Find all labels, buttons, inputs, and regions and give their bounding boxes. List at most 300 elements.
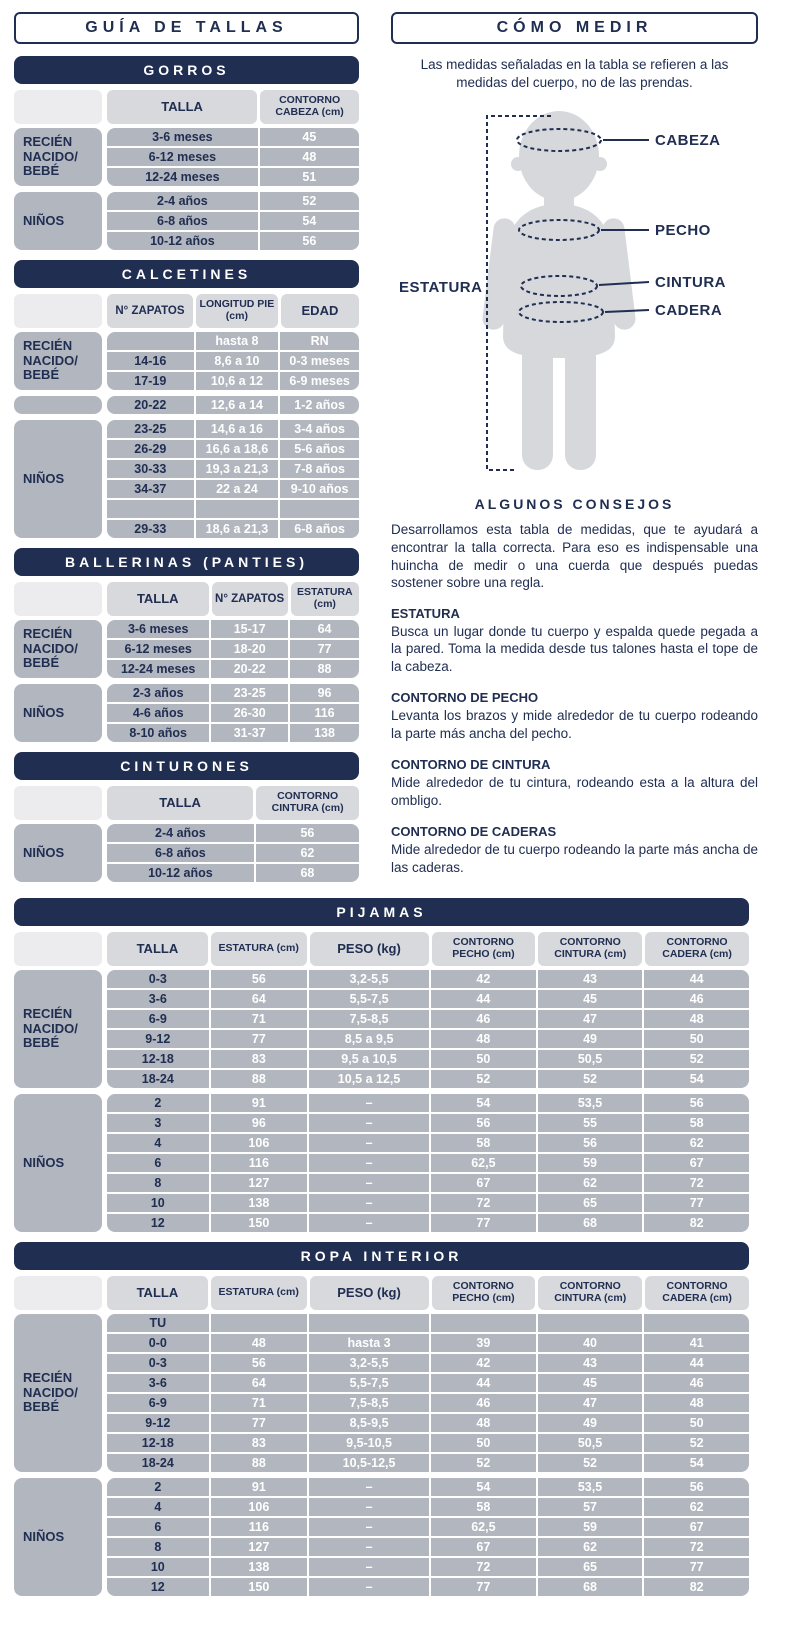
measure-section-text: Levanta los brazos y mide alrededor de tu cuerpo rodeando la parte más ancha del pecho. — [391, 708, 758, 741]
table-cell: – — [309, 1114, 429, 1132]
table-cell: 12-24 meses — [107, 660, 209, 678]
page-title-right: CÓMO MEDIR — [391, 12, 758, 44]
table-cell: 116 — [211, 1518, 308, 1536]
table-cell: – — [309, 1518, 429, 1536]
table-cinturones-title: CINTURONES — [14, 752, 359, 780]
row-group-label: RECIÉN NACIDO/ BEBÉ — [14, 620, 102, 678]
table-cell: 58 — [431, 1498, 536, 1516]
table-cell: 3,2-5,5 — [309, 970, 429, 988]
table-cell: 150 — [211, 1214, 308, 1232]
column-header: TALLA — [107, 786, 253, 820]
table-cell: 58 — [644, 1114, 749, 1132]
table-cell: – — [309, 1134, 429, 1152]
table-cell: 138 — [211, 1558, 308, 1576]
header-row — [107, 90, 359, 124]
column-header: ESTATURA (cm) — [211, 932, 307, 966]
table-section — [107, 1094, 749, 1232]
table-cell: 9,5 a 10,5 — [309, 1050, 429, 1068]
table-cell: 54 — [644, 1454, 749, 1472]
table-cell: 91 — [211, 1094, 308, 1112]
page-title-left: GUÍA DE TALLAS — [14, 12, 359, 44]
table-cell: 50,5 — [538, 1050, 643, 1068]
table-cell: 83 — [211, 1434, 308, 1452]
table-cell: 3 — [107, 1114, 209, 1132]
table-cell: 116 — [290, 704, 359, 722]
table-cell: 49 — [538, 1030, 643, 1048]
header-row — [107, 786, 359, 820]
header-row — [107, 932, 749, 966]
table-cell: 16,6 a 18,6 — [196, 440, 279, 458]
corner-cell — [14, 932, 102, 966]
table-cell: 50 — [644, 1030, 749, 1048]
table-cell: – — [309, 1214, 429, 1232]
table-cell — [211, 1314, 308, 1332]
row-group-label: NIÑOS — [14, 1478, 102, 1596]
table-cell: 10 — [107, 1558, 209, 1576]
table-gorros-body — [14, 90, 359, 250]
table-cell: 6-8 años — [107, 212, 258, 230]
table-cell: 62 — [538, 1538, 643, 1556]
table-cell: 10,6 a 12 — [196, 372, 279, 390]
table-cell: 9-12 — [107, 1030, 209, 1048]
table-cell: 50,5 — [538, 1434, 643, 1452]
table-cell: 46 — [431, 1010, 536, 1028]
table-cell: 5-6 años — [280, 440, 359, 458]
table-cell: 68 — [538, 1578, 643, 1596]
table-cell: 8 — [107, 1538, 209, 1556]
table-cell: 55 — [538, 1114, 643, 1132]
measure-section-heading: ESTATURA — [391, 605, 460, 621]
corner-cell — [14, 294, 102, 328]
table-cell: 68 — [538, 1214, 643, 1232]
table-cell: 7-8 años — [280, 460, 359, 478]
table-cell: 62,5 — [431, 1154, 536, 1172]
row-group-column — [14, 582, 102, 742]
column-header: TALLA — [107, 932, 208, 966]
table-cell: 6 — [107, 1154, 209, 1172]
column-header: CONTORNO CADERA (cm) — [645, 932, 749, 966]
column-header: CONTORNO CABEZA (cm) — [260, 90, 359, 124]
table-cell: hasta 3 — [309, 1334, 429, 1352]
table-cell — [107, 332, 194, 350]
table-cell: 10,5 a 12,5 — [309, 1070, 429, 1088]
table-cell: 77 — [644, 1558, 749, 1576]
header-row — [107, 294, 359, 328]
column-header: CONTORNO CADERA (cm) — [645, 1276, 749, 1310]
measure-section-heading: CONTORNO DE PECHO — [391, 690, 539, 706]
table-cell: 6-8 años — [280, 520, 359, 538]
table-cell: 10,5-12,5 — [309, 1454, 429, 1472]
cadera-label: CADERA — [655, 302, 723, 320]
column-header: CONTORNO CINTURA (cm) — [538, 1276, 642, 1310]
table-ballerinas — [14, 548, 359, 742]
table-cell: 8 — [107, 1174, 209, 1192]
table-cell: 67 — [644, 1154, 749, 1172]
table-cell: 48 — [644, 1394, 749, 1412]
table-cell: 77 — [211, 1414, 308, 1432]
table-cell: 8-10 años — [107, 724, 209, 742]
table-cell: 9-10 años — [280, 480, 359, 498]
table-cell: 2-4 años — [107, 192, 258, 210]
column-header: CONTORNO PECHO (cm) — [432, 932, 536, 966]
table-cell: 64 — [211, 990, 308, 1008]
table-cell: 12 — [107, 1214, 209, 1232]
column-header: TALLA — [107, 582, 209, 616]
column-header: ESTATURA (cm) — [291, 582, 359, 616]
table-cell: 0-3 meses — [280, 352, 359, 370]
table-cell: 6-12 meses — [107, 148, 258, 166]
corner-cell — [14, 1276, 102, 1310]
table-cell: 67 — [431, 1174, 536, 1192]
table-cell: 59 — [538, 1518, 643, 1536]
table-cell — [431, 1314, 536, 1332]
table-ropa-interior-body — [14, 1276, 749, 1596]
table-cell: 41 — [644, 1334, 749, 1352]
table-ropa-interior — [14, 1242, 749, 1596]
how-to-measure-column — [391, 12, 758, 892]
table-pijamas-title: PIJAMAS — [14, 898, 749, 926]
table-cell: – — [309, 1478, 429, 1496]
column-header: CONTORNO CINTURA (cm) — [256, 786, 359, 820]
table-cell: 106 — [211, 1498, 308, 1516]
table-cell: – — [309, 1094, 429, 1112]
table-cell: 77 — [431, 1578, 536, 1596]
row-group-column — [14, 90, 102, 250]
measure-intro-text: Las medidas señaladas en la tabla se refieren a las medidas del cuerpo, no de las prendas. — [420, 57, 729, 91]
table-cell: hasta 8 — [196, 332, 279, 350]
table-cell: 43 — [538, 1354, 643, 1372]
table-cell: 6-12 meses — [107, 640, 209, 658]
table-cell: 47 — [538, 1394, 643, 1412]
data-column — [107, 786, 359, 882]
table-calcetines-title: CALCETINES — [14, 260, 359, 288]
table-cell: 44 — [644, 1354, 749, 1372]
table-cell: 62 — [538, 1174, 643, 1192]
table-cell: 48 — [260, 148, 359, 166]
table-cell: 52 — [644, 1050, 749, 1068]
table-cinturones — [14, 752, 359, 882]
table-section — [107, 192, 359, 250]
table-cell: 96 — [290, 684, 359, 702]
corner-cell — [14, 582, 102, 616]
table-cell: 58 — [431, 1134, 536, 1152]
table-section — [107, 970, 749, 1088]
table-cell: 3-6 — [107, 990, 209, 1008]
data-column — [107, 1276, 749, 1596]
table-cell — [196, 500, 279, 518]
table-section — [107, 620, 359, 678]
measure-section-text: Mide alrededor de tu cuerpo rodeando la parte más ancha de las caderas. — [391, 842, 758, 875]
table-cell: 116 — [211, 1154, 308, 1172]
row-group-label: NIÑOS — [14, 420, 102, 538]
table-cell: RN — [280, 332, 359, 350]
table-cell: 0-3 — [107, 970, 209, 988]
table-cell: 62,5 — [431, 1518, 536, 1536]
table-cell: 3-6 meses — [107, 128, 258, 146]
table-cell: 71 — [211, 1394, 308, 1412]
table-cell: 10-12 años — [107, 232, 258, 250]
row-group-label: RECIÉN NACIDO/ BEBÉ — [14, 970, 102, 1088]
cabeza-label: CABEZA — [655, 132, 721, 150]
table-cell: 18,6 a 21,3 — [196, 520, 279, 538]
table-cell: 4 — [107, 1134, 209, 1152]
table-cell — [107, 500, 194, 518]
table-cell: 44 — [431, 1374, 536, 1392]
corner-cell — [14, 90, 102, 124]
corner-cell — [14, 786, 102, 820]
row-group-label: NIÑOS — [14, 684, 102, 742]
column-header: LONGITUD PIE (cm) — [196, 294, 278, 328]
table-cell: 62 — [644, 1498, 749, 1516]
data-column — [107, 294, 359, 538]
table-cell: 30-33 — [107, 460, 194, 478]
table-cell: 1-2 años — [280, 396, 359, 414]
table-cell: 67 — [431, 1538, 536, 1556]
table-cell: 68 — [256, 864, 359, 882]
table-cell: 52 — [431, 1070, 536, 1088]
table-cell: 20-22 — [107, 396, 194, 414]
table-cell: 23-25 — [107, 420, 194, 438]
table-cell: 45 — [538, 990, 643, 1008]
table-cell: 46 — [644, 990, 749, 1008]
table-cell: 2 — [107, 1094, 209, 1112]
table-cell: 0-3 — [107, 1354, 209, 1372]
table-cell: 64 — [290, 620, 359, 638]
table-cell: 82 — [644, 1578, 749, 1596]
table-cell: 65 — [538, 1558, 643, 1576]
measure-section-text: Busca un lugar donde tu cuerpo y espalda quede pegada a la pared. Toma la medida desde tus talones hasta el tope de la cabeza. — [391, 623, 758, 674]
size-tables-column — [14, 12, 359, 892]
table-cell: 7,5-8,5 — [309, 1394, 429, 1412]
table-cell: – — [309, 1498, 429, 1516]
column-header: PESO (kg) — [310, 932, 429, 966]
table-cell: 88 — [290, 660, 359, 678]
table-cell: 88 — [211, 1070, 308, 1088]
table-cell: 12-18 — [107, 1050, 209, 1068]
table-cell: 44 — [644, 970, 749, 988]
table-cell — [538, 1314, 643, 1332]
table-cell: 6-9 — [107, 1394, 209, 1412]
table-cell — [644, 1314, 749, 1332]
table-cell: 3-4 años — [280, 420, 359, 438]
table-gorros — [14, 56, 359, 250]
table-cell: 4-6 años — [107, 704, 209, 722]
table-calcetines-body — [14, 294, 359, 538]
table-cell: 48 — [211, 1334, 308, 1352]
pecho-label: PECHO — [655, 222, 711, 240]
table-cell: 64 — [211, 1374, 308, 1392]
measure-section-estatura — [391, 606, 758, 676]
table-cell: 77 — [644, 1194, 749, 1212]
child-silhouette — [481, 111, 636, 470]
table-section — [107, 332, 359, 390]
data-column — [107, 90, 359, 250]
table-cell: 43 — [538, 970, 643, 988]
table-cell: 7,5-8,5 — [309, 1010, 429, 1028]
measure-section-text: Mide alrededor de tu cintura, rodeando esta a la altura del ombligo. — [391, 775, 758, 808]
table-cell: 77 — [290, 640, 359, 658]
table-cell: 20-22 — [211, 660, 288, 678]
column-header: TALLA — [107, 1276, 208, 1310]
table-cell: 82 — [644, 1214, 749, 1232]
row-group-column — [14, 786, 102, 882]
table-cell: 77 — [211, 1030, 308, 1048]
table-cell: – — [309, 1558, 429, 1576]
column-header: EDAD — [281, 294, 359, 328]
column-header: N° ZAPATOS — [107, 294, 193, 328]
table-ballerinas-body — [14, 582, 359, 742]
table-cell: – — [309, 1174, 429, 1192]
table-cell: 12 — [107, 1578, 209, 1596]
table-cell: 6-8 años — [107, 844, 254, 862]
table-cell: 29-33 — [107, 520, 194, 538]
table-cell: 3,2-5,5 — [309, 1354, 429, 1372]
column-header: N° ZAPATOS — [212, 582, 288, 616]
table-cell: 54 — [644, 1070, 749, 1088]
table-cell: 96 — [211, 1114, 308, 1132]
table-cell: 44 — [431, 990, 536, 1008]
table-cell: 17-19 — [107, 372, 194, 390]
table-cell: 22 a 24 — [196, 480, 279, 498]
row-group-column — [14, 932, 102, 1232]
table-pijamas — [14, 898, 749, 1232]
header-row — [107, 1276, 749, 1310]
table-cell: 62 — [256, 844, 359, 862]
table-cell: 56 — [211, 970, 308, 988]
row-group-label: NIÑOS — [14, 1094, 102, 1232]
table-cell: 2-3 años — [107, 684, 209, 702]
table-cell: 56 — [260, 232, 359, 250]
table-cell: 48 — [644, 1010, 749, 1028]
table-cell: 19,3 a 21,3 — [196, 460, 279, 478]
cintura-label: CINTURA — [655, 274, 726, 292]
table-cell: 72 — [644, 1538, 749, 1556]
row-group-label: RECIÉN NACIDO/ BEBÉ — [14, 332, 102, 390]
table-cell: 56 — [256, 824, 359, 842]
table-cell: 6-9 meses — [280, 372, 359, 390]
table-cell: 88 — [211, 1454, 308, 1472]
table-cell: 50 — [431, 1050, 536, 1068]
table-cell: 49 — [538, 1414, 643, 1432]
table-cell: 47 — [538, 1010, 643, 1028]
table-section — [107, 420, 359, 538]
table-cell: 23-25 — [211, 684, 288, 702]
table-cell: 31-37 — [211, 724, 288, 742]
table-cell: 59 — [538, 1154, 643, 1172]
measure-section-caderas — [391, 824, 758, 876]
table-cell: 9-12 — [107, 1414, 209, 1432]
table-cell: 12,6 a 14 — [196, 396, 279, 414]
table-cell: 54 — [431, 1094, 536, 1112]
row-group-label: RECIÉN NACIDO/ BEBÉ — [14, 128, 102, 186]
table-cell: 15-17 — [211, 620, 288, 638]
table-cell: 83 — [211, 1050, 308, 1068]
measure-section-heading: CONTORNO DE CADERAS — [391, 824, 557, 840]
table-cell: 51 — [260, 168, 359, 186]
consejos-title: ALGUNOS CONSEJOS — [474, 496, 675, 513]
row-group-label: NIÑOS — [14, 824, 102, 882]
table-cell: 46 — [431, 1394, 536, 1412]
consejos-intro-text: Desarrollamos esta tabla de medidas, que te ayudará a encontrar la talla correcta. Para eso es indispensable una huincha de medir o una cuerda que después puedas sostener sobre una regla. — [391, 522, 758, 591]
table-cell: 9,5-10,5 — [309, 1434, 429, 1452]
column-header: TALLA — [107, 90, 257, 124]
table-cell: 53,5 — [538, 1094, 643, 1112]
measure-section-heading: CONTORNO DE CINTURA — [391, 757, 551, 773]
table-cell: 67 — [644, 1518, 749, 1536]
table-cell: 52 — [538, 1454, 643, 1472]
table-cell: 14-16 — [107, 352, 194, 370]
table-cell: 8,5-9,5 — [309, 1414, 429, 1432]
table-cell: 48 — [431, 1030, 536, 1048]
table-cell: 42 — [431, 970, 536, 988]
table-cell: 72 — [644, 1174, 749, 1192]
table-section — [107, 1478, 749, 1596]
table-cell: – — [309, 1194, 429, 1212]
table-cell: 40 — [538, 1334, 643, 1352]
table-cell: 52 — [538, 1070, 643, 1088]
table-ropa-interior-title: ROPA INTERIOR — [14, 1242, 749, 1270]
table-ballerinas-title: BALLERINAS (PANTIES) — [14, 548, 359, 576]
table-cell: 72 — [431, 1194, 536, 1212]
table-cell: 45 — [260, 128, 359, 146]
table-section — [107, 1314, 749, 1472]
row-group-column — [14, 1276, 102, 1596]
table-cell: 54 — [260, 212, 359, 230]
table-cell: 52 — [431, 1454, 536, 1472]
table-cell: 127 — [211, 1538, 308, 1556]
column-header: PESO (kg) — [310, 1276, 429, 1310]
table-cell: 62 — [644, 1134, 749, 1152]
measure-section-cintura — [391, 757, 758, 809]
table-cell: 127 — [211, 1174, 308, 1192]
table-cell — [309, 1314, 429, 1332]
table-cell: 5,5-7,5 — [309, 990, 429, 1008]
table-cell: 56 — [644, 1094, 749, 1112]
table-section — [107, 684, 359, 742]
table-cell: 3-6 meses — [107, 620, 209, 638]
table-cell: 54 — [431, 1478, 536, 1496]
table-cell: 53,5 — [538, 1478, 643, 1496]
table-cell: 56 — [211, 1354, 308, 1372]
table-pijamas-body — [14, 932, 749, 1232]
table-cell: 0-0 — [107, 1334, 209, 1352]
table-cell: 34-37 — [107, 480, 194, 498]
table-cell: 42 — [431, 1354, 536, 1372]
table-section — [107, 128, 359, 186]
table-cell: 65 — [538, 1194, 643, 1212]
table-cell: 2-4 años — [107, 824, 254, 842]
table-cell: 91 — [211, 1478, 308, 1496]
column-header: CONTORNO CINTURA (cm) — [538, 932, 642, 966]
table-cell: 48 — [431, 1414, 536, 1432]
table-cell: 5,5-7,5 — [309, 1374, 429, 1392]
table-cell: 2 — [107, 1478, 209, 1496]
table-cell: 138 — [290, 724, 359, 742]
header-row — [107, 582, 359, 616]
table-cell: 52 — [260, 192, 359, 210]
row-group-label: NIÑOS — [14, 192, 102, 250]
body-measurement-diagram — [391, 104, 759, 484]
table-cell: 6 — [107, 1518, 209, 1536]
table-cell: 18-20 — [211, 640, 288, 658]
table-cell: 150 — [211, 1578, 308, 1596]
measure-section-pecho — [391, 690, 758, 742]
data-column — [107, 582, 359, 742]
table-cell: – — [309, 1578, 429, 1596]
table-cell: 26-29 — [107, 440, 194, 458]
table-cell: – — [309, 1538, 429, 1556]
table-section — [107, 396, 359, 414]
